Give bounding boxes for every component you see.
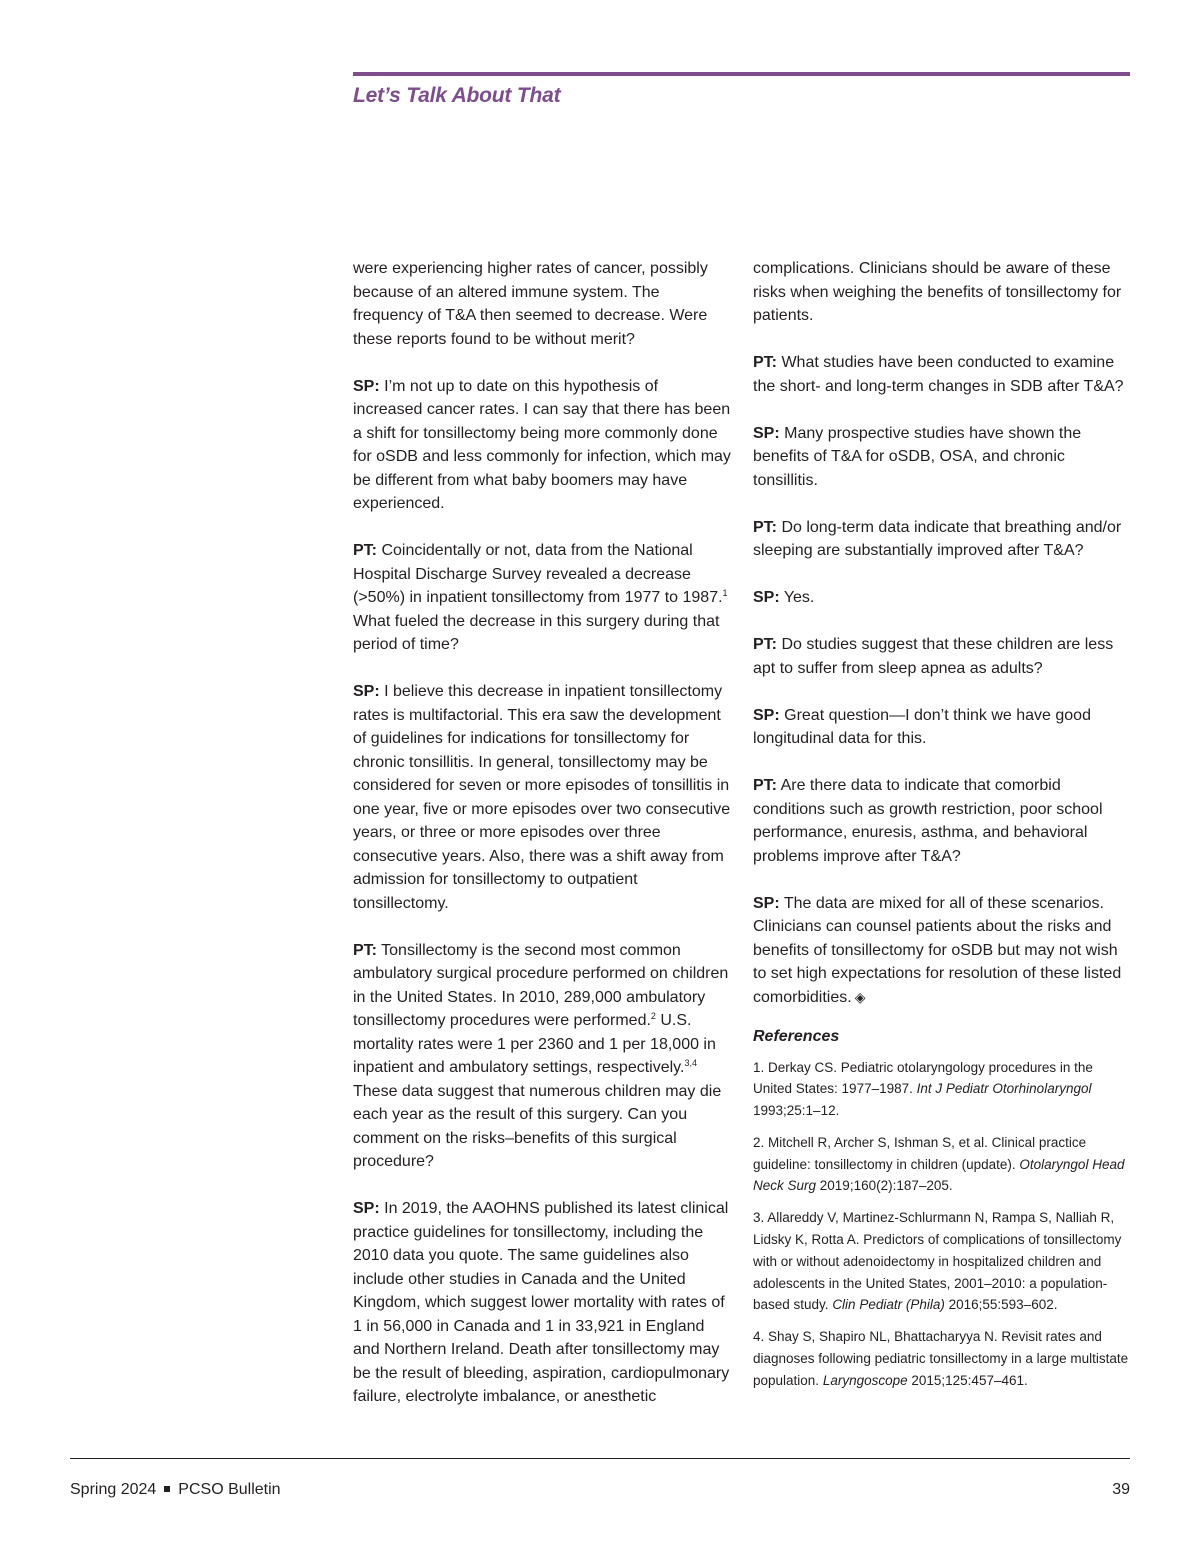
- speaker-label: SP:: [353, 1200, 380, 1217]
- paragraph: SP: The data are mixed for all of these scenarios. Clinicians can counsel patients about the risks and benefits of tonsillectomy for oSDB but may not wish to set high expectations for resolution of these listed comorbidities. ◈: [753, 894, 1122, 1006]
- citation-ref: 2: [650, 1011, 656, 1021]
- paragraph: PT: Do long-term data indicate that breathing and/or sleeping are substantially improved after T&A?: [753, 518, 1122, 559]
- footer-rule: [70, 1458, 1130, 1459]
- end-mark-icon: ◈: [854, 988, 866, 1005]
- paragraph: complications. Clinicians should be aware of these risks when weighing the benefits of tonsillectomy for patients.: [753, 260, 1122, 324]
- section-title: Let’s Talk About That: [353, 84, 561, 107]
- references-heading: References: [753, 1028, 840, 1045]
- reference-item: 1. Derkay CS. Pediatric otolaryngology procedures in the United States: 1977–1987. Int J Pediatr Otorhinolaryngol 1993;25:1–12.: [753, 1059, 1093, 1119]
- paragraph: SP: In 2019, the AAOHNS published its latest clinical practice guidelines for tonsillectomy, including the 2010 data you quote. The same guidelines also include other studies in Canada and the United Kingdom, which suggest lower mortality with rates of 1 in 56,000 in Canada and 1 in 33,921 in England and Northern Ireland. Death after tonsillectomy may be the result of bleeding, aspiration, cardiopulmonary failure, electrolyte imbalance, or anesthetic: [353, 1200, 730, 1405]
- paragraph: PT: Coincidentally or not, data from the National Hospital Discharge Survey revealed a decrease (>50%) in inpatient tonsillectomy from 1977 to 1987.$^1$ What fueled the decrease in this surgery during that period of time?: [353, 542, 728, 653]
- footer-publication: [70, 1481, 281, 1499]
- speaker-label: SP:: [753, 894, 780, 912]
- speaker-label: SP:: [353, 377, 380, 395]
- reference-item: 3. Allareddy V, Martinez-Schlurmann N, Rampa S, Nalliah R, Lidsky K, Rotta A. Predictors of complications of tonsillectomy with or without adenoidectomy in hospitalized children and adolescents in the United States, 2001–2010: a population-based study. Clin Pediatr (Phila) 2016;55:593–602.: [753, 1210, 1122, 1313]
- reference-item: 2. Mitchell R, Archer S, Ishman S, et al. Clinical practice guideline: tonsillectomy in children (update). Otolaryngol Head Neck Surg 2019;160(2):187–205.: [753, 1134, 1125, 1194]
- header-rule: [353, 72, 1130, 76]
- speaker-label: SP:: [753, 706, 780, 724]
- separator-square-icon: [164, 1486, 170, 1492]
- speaker-label: PT:: [753, 777, 777, 794]
- paragraph: PT: What studies have been conducted to examine the short- and long-term changes in SDB after T&A?: [753, 354, 1124, 395]
- paragraph: PT: Do studies suggest that these children are less apt to suffer from sleep apnea as adults?: [753, 636, 1114, 677]
- right-column: [753, 257, 1131, 1402]
- reference-item: 4. Shay S, Shapiro NL, Bhattacharyya N. Revisit rates and diagnoses following pediatric tonsillectomy in a large multistate population. Laryngoscope 2015;125:457–461.: [753, 1329, 1129, 1388]
- left-column: [353, 257, 731, 1409]
- speaker-label: SP:: [353, 683, 380, 700]
- speaker-label: PT:: [753, 354, 777, 371]
- paragraph: SP: Great question—I don’t think we have good longitudinal data for this.: [753, 706, 1091, 747]
- paragraph: SP: I’m not up to date on this hypothesis of increased cancer rates. I can say that there has been a shift for tonsillectomy being more commonly done for oSDB and less commonly for infection, which may be different from what baby boomers may have experienced.: [353, 377, 731, 512]
- citation-ref: 3,4: [684, 1058, 697, 1068]
- speaker-label: PT:: [353, 941, 377, 959]
- speaker-label: PT:: [753, 636, 777, 653]
- paragraph: PT: Tonsillectomy is the second most common ambulatory surgical procedure performed on children in the United States. In 2010, 289,000 ambulatory tonsillectomy procedures were performed.$^2$ U.S. mortality rates were 1 per 2360 and 1 per 18,000 in inpatient and ambulatory settings, respectively.$^{3,4}$ These data suggest that numerous children may die each year as the result of this surgery. Can you comment on the risks–benefits of this surgical procedure?: [353, 941, 729, 1170]
- paragraph: SP: Yes.: [753, 589, 815, 606]
- paragraph: PT: Are there data to indicate that comorbid conditions such as growth restriction, poor school performance, enuresis, asthma, and behavioral problems improve after T&A?: [753, 777, 1103, 865]
- speaker-label: PT:: [753, 518, 777, 536]
- paragraph: SP: I believe this decrease in inpatient tonsillectomy rates is multifactorial. This era saw the development of guidelines for indications for tonsillectomy for chronic tonsillitis. In general, tonsillectomy may be considered for seven or more episodes of tonsillitis in one year, five or more episodes over two consecutive years, or three or more episodes over three consecutive years. Also, there was a shift away from admission for tonsillectomy to outpatient tonsillectomy.: [353, 683, 731, 912]
- publication-name: PCSO Bulletin: [178, 1481, 281, 1498]
- speaker-label: PT:: [353, 542, 377, 559]
- speaker-label: SP:: [753, 589, 780, 606]
- citation-ref: 1: [722, 588, 728, 598]
- paragraph: were experiencing higher rates of cancer, possibly because of an altered immune system. The frequency of T&A then seemed to decrease. Were these reports found to be without merit?: [353, 260, 708, 348]
- paragraph: SP: Many prospective studies have shown the benefits of T&A for oSDB, OSA, and chronic tonsillitis.: [753, 424, 1082, 489]
- issue-label: Spring 2024: [70, 1481, 157, 1498]
- speaker-label: SP:: [753, 424, 780, 442]
- page-number: 39: [1112, 1481, 1130, 1498]
